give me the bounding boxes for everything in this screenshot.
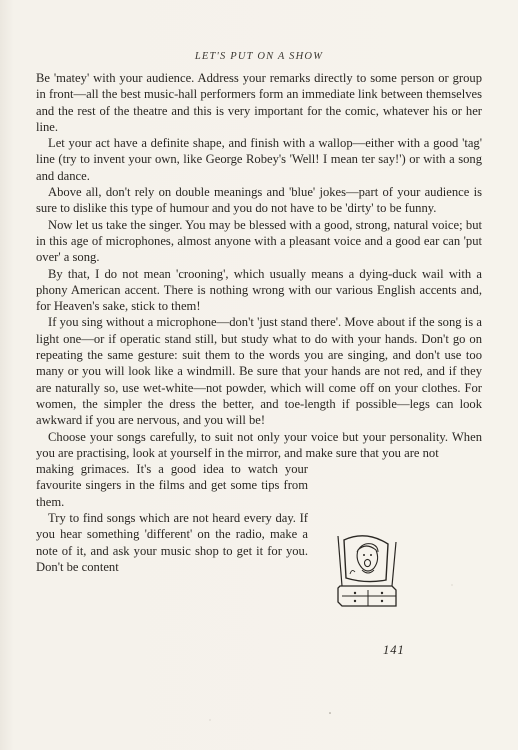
paragraph-grimaces: making grimaces. It's a good idea to watch your favourite singers in the films and get some tips from them. — [36, 462, 308, 509]
paragraph-crooning: By that, I do not mean 'crooning', which usually means a dying-duck wail with a phony American accent. There is nothing wrong with our various English accents and, for Heaven's sake, stick to them! — [36, 266, 482, 314]
paragraph-singer: Now let us take the singer. You may be blessed with a good, strong, natural voice; but in this age of microphones, almost anyone with a pleasant voice and a good ear can 'put over' a song. — [36, 217, 482, 265]
page-number: 141 — [383, 643, 405, 657]
text-wrap-block — [36, 461, 308, 575]
body-text — [36, 70, 482, 575]
singer-in-mirror-icon — [322, 528, 408, 614]
paragraph-act-shape: Let your act have a definite shape, and finish with a wallop—either with a good 'tag' line (try to invent your own, like George Robey's 'Well! I mean ter say!') or with a song and dance. — [36, 136, 482, 183]
running-head: LET'S PUT ON A SHOW — [194, 51, 324, 62]
paragraph-choose-songs: Choose your songs carefully, to suit not only your voice but your personality. When you are practising, look at yourself in the mirror, and make sure that you are not — [36, 429, 482, 460]
paragraph-matey: Be 'matey' with your audience. Address your remarks directly to some person or group in front—all the best music-hall performers form an immediate link between themselves and the rest of the theatre and this is very important for the comic, whatever his or her line. — [36, 71, 482, 134]
paragraph-microphone: If you sing without a microphone—don't 'just stand there'. Move about if the song is a light one—or if operatic stand still, but study what to do with your hands. Don't go on repeating the same gesture: suit them to the words you are singing, and don't use too many or you will look like a windmill. Be sure that your hands are not red, and if they are naturally so, use wet-white—not powder, which will come off on your clothes. For women, the simpler the dress the better, and toe-length if possible—legs can look awkward if you are nervous, and you will be! — [36, 315, 482, 428]
paragraph-find-songs: Try to find songs which are not heard every day. If you hear something 'different' on the radio, make a note of it, and ask your music shop to get it for you. Don't be content — [36, 511, 308, 574]
paragraph-double-meanings: Above all, don't rely on double meanings and 'blue' jokes—part of your audience is sure to dislike this type of humour and you do not have to be 'dirty' to be funny. — [36, 185, 482, 216]
